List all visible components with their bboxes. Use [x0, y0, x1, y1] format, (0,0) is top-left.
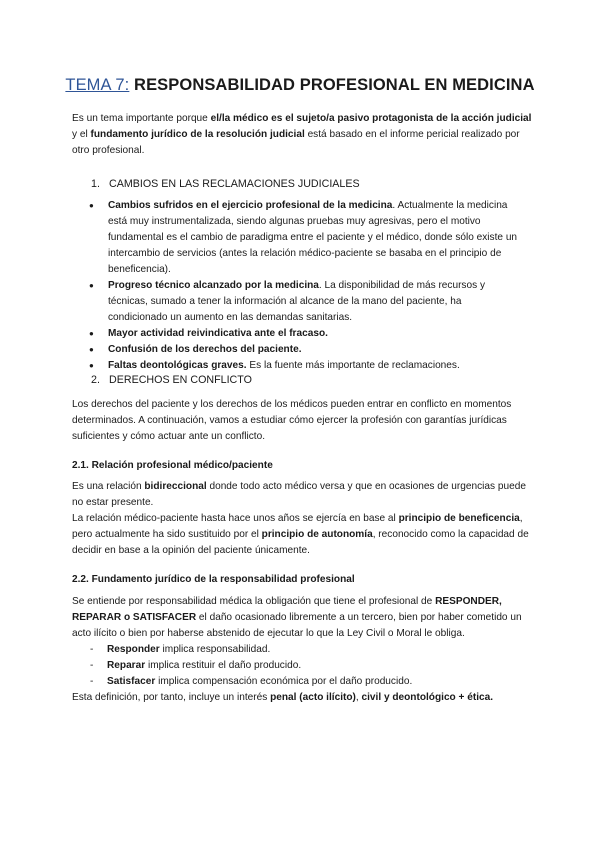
title-tema-label: TEMA 7:	[65, 76, 130, 94]
list-item-bold: Satisfacer	[107, 676, 156, 687]
list-item-bold: Mayor actividad reivindicativa ante el fracaso.	[108, 328, 328, 339]
list-item-bold: Progreso técnico alcanzado por la medicina	[108, 280, 319, 291]
list-item-text: . La disponibilidad de más recursos y técnicas, sumado a tener la información al alcance de la mano del paciente, ha condicionado un aumento en las demandas sanitarias.	[108, 280, 485, 323]
list-item-text: implica compensación económica por el daño producido.	[155, 676, 413, 687]
text: , pero actualmente ha sido sustituido por el	[72, 513, 523, 540]
bold-text: penal (acto ilícito)	[270, 692, 356, 703]
list-item	[108, 342, 522, 358]
list-item	[72, 674, 532, 690]
bold-text: principio de autonomía	[261, 529, 373, 540]
text: el daño ocasionado libremente a un tercero, bien por haber cometido un acto ilícito o bien por haberse abstenido de ejecutar lo que la Ley Civil o Moral le obliga.	[72, 612, 522, 639]
paragraph	[72, 690, 532, 706]
list-item	[108, 326, 522, 342]
bold-text: principio de beneficencia	[398, 513, 520, 524]
paragraph	[72, 479, 532, 511]
intro-text: Es un tema importante porque	[72, 113, 211, 124]
subsection-2-2-body	[72, 594, 532, 706]
intro-bold: el/la médico es el sujeto/a pasivo protagonista de la acción judicial	[210, 113, 532, 124]
list-item-bold: Faltas deontológicas graves.	[108, 360, 247, 371]
text: , reconocido como la capacidad de decidir en base a la opinión del paciente únicamente.	[72, 529, 529, 556]
bold-text: RESPONDER, REPARAR o SATISFACER	[72, 596, 502, 623]
section-number: 1.	[91, 178, 100, 190]
reclamaciones-list	[108, 198, 522, 374]
section-heading-text: DERECHOS EN CONFLICTO	[109, 374, 252, 386]
paragraph	[72, 594, 532, 642]
text: ,	[355, 692, 362, 703]
text: La relación médico-paciente hasta hace unos años se ejercía en base al	[72, 513, 399, 524]
text: donde todo acto médico versa y que en ocasiones de urgencias puede no estar presente.	[72, 481, 526, 508]
subsection-2-1-body	[72, 479, 532, 559]
list-item-text: implica restituir el daño producido.	[145, 660, 302, 671]
section-heading-text: CAMBIOS EN LAS RECLAMACIONES JUDICIALES	[109, 178, 360, 190]
list-item-bold: Reparar	[107, 660, 146, 671]
subsection-heading-2-1: 2.1. Relación profesional médico/paciente	[72, 460, 273, 471]
list-item	[108, 358, 522, 374]
list-item-text: . Actualmente la medicina está muy instrumentalizada, siendo algunas pruebas muy agresivas, pero el motivo fundamental es el cambio de paradigma entre el paciente y el médico, donde sólo existe un intercambio de servicios (antes la relación médico-paciente se basaba en el principio de beneficencia).	[108, 200, 518, 275]
list-item-bold: Confusión de los derechos del paciente.	[108, 344, 302, 355]
bold-text: bidireccional	[144, 481, 207, 492]
section-heading-1	[91, 178, 360, 190]
section-heading-2	[91, 374, 252, 386]
list-item	[108, 198, 522, 278]
section2-paragraph: Los derechos del paciente y los derechos de los médicos pueden entrar en conflicto en momentos determinados. A continuación, vamos a estudiar cómo ejercer la profesión con garantías jurídicas suficientes y cómo actuar ante un conflicto.	[72, 399, 512, 442]
intro-bold: fundamento jurídico de la resolución judicial	[90, 129, 305, 140]
text: Es una relación	[72, 481, 145, 492]
text: Se entiende por responsabilidad médica la obligación que tiene el profesional de	[72, 596, 436, 607]
list-item-bold: Responder	[107, 644, 160, 655]
text: Esta definición, por tanto, incluye un interés	[72, 692, 271, 703]
section-number: 2.	[91, 374, 100, 386]
intro-text: está basado en el informe pericial realizado por otro profesional.	[72, 129, 520, 156]
subsection-heading-2-2: 2.2. Fundamento jurídico de la responsabilidad profesional	[72, 574, 355, 585]
paragraph	[72, 511, 532, 559]
title-text: RESPONSABILIDAD PROFESIONAL EN MEDICINA	[134, 76, 535, 94]
list-item	[72, 658, 532, 674]
page-title	[0, 76, 600, 95]
list-item	[72, 642, 532, 658]
list-item-text: implica responsabilidad.	[159, 644, 271, 655]
list-item-text: Es la fuente más importante de reclamaciones.	[246, 360, 460, 371]
dash-list	[72, 642, 532, 690]
intro-text: y el	[72, 129, 91, 140]
bold-text: civil y deontológico + ética.	[361, 692, 494, 703]
intro-paragraph	[72, 111, 532, 159]
list-item	[108, 278, 522, 326]
list-item-bold: Cambios sufridos en el ejercicio profesional de la medicina	[108, 200, 393, 211]
